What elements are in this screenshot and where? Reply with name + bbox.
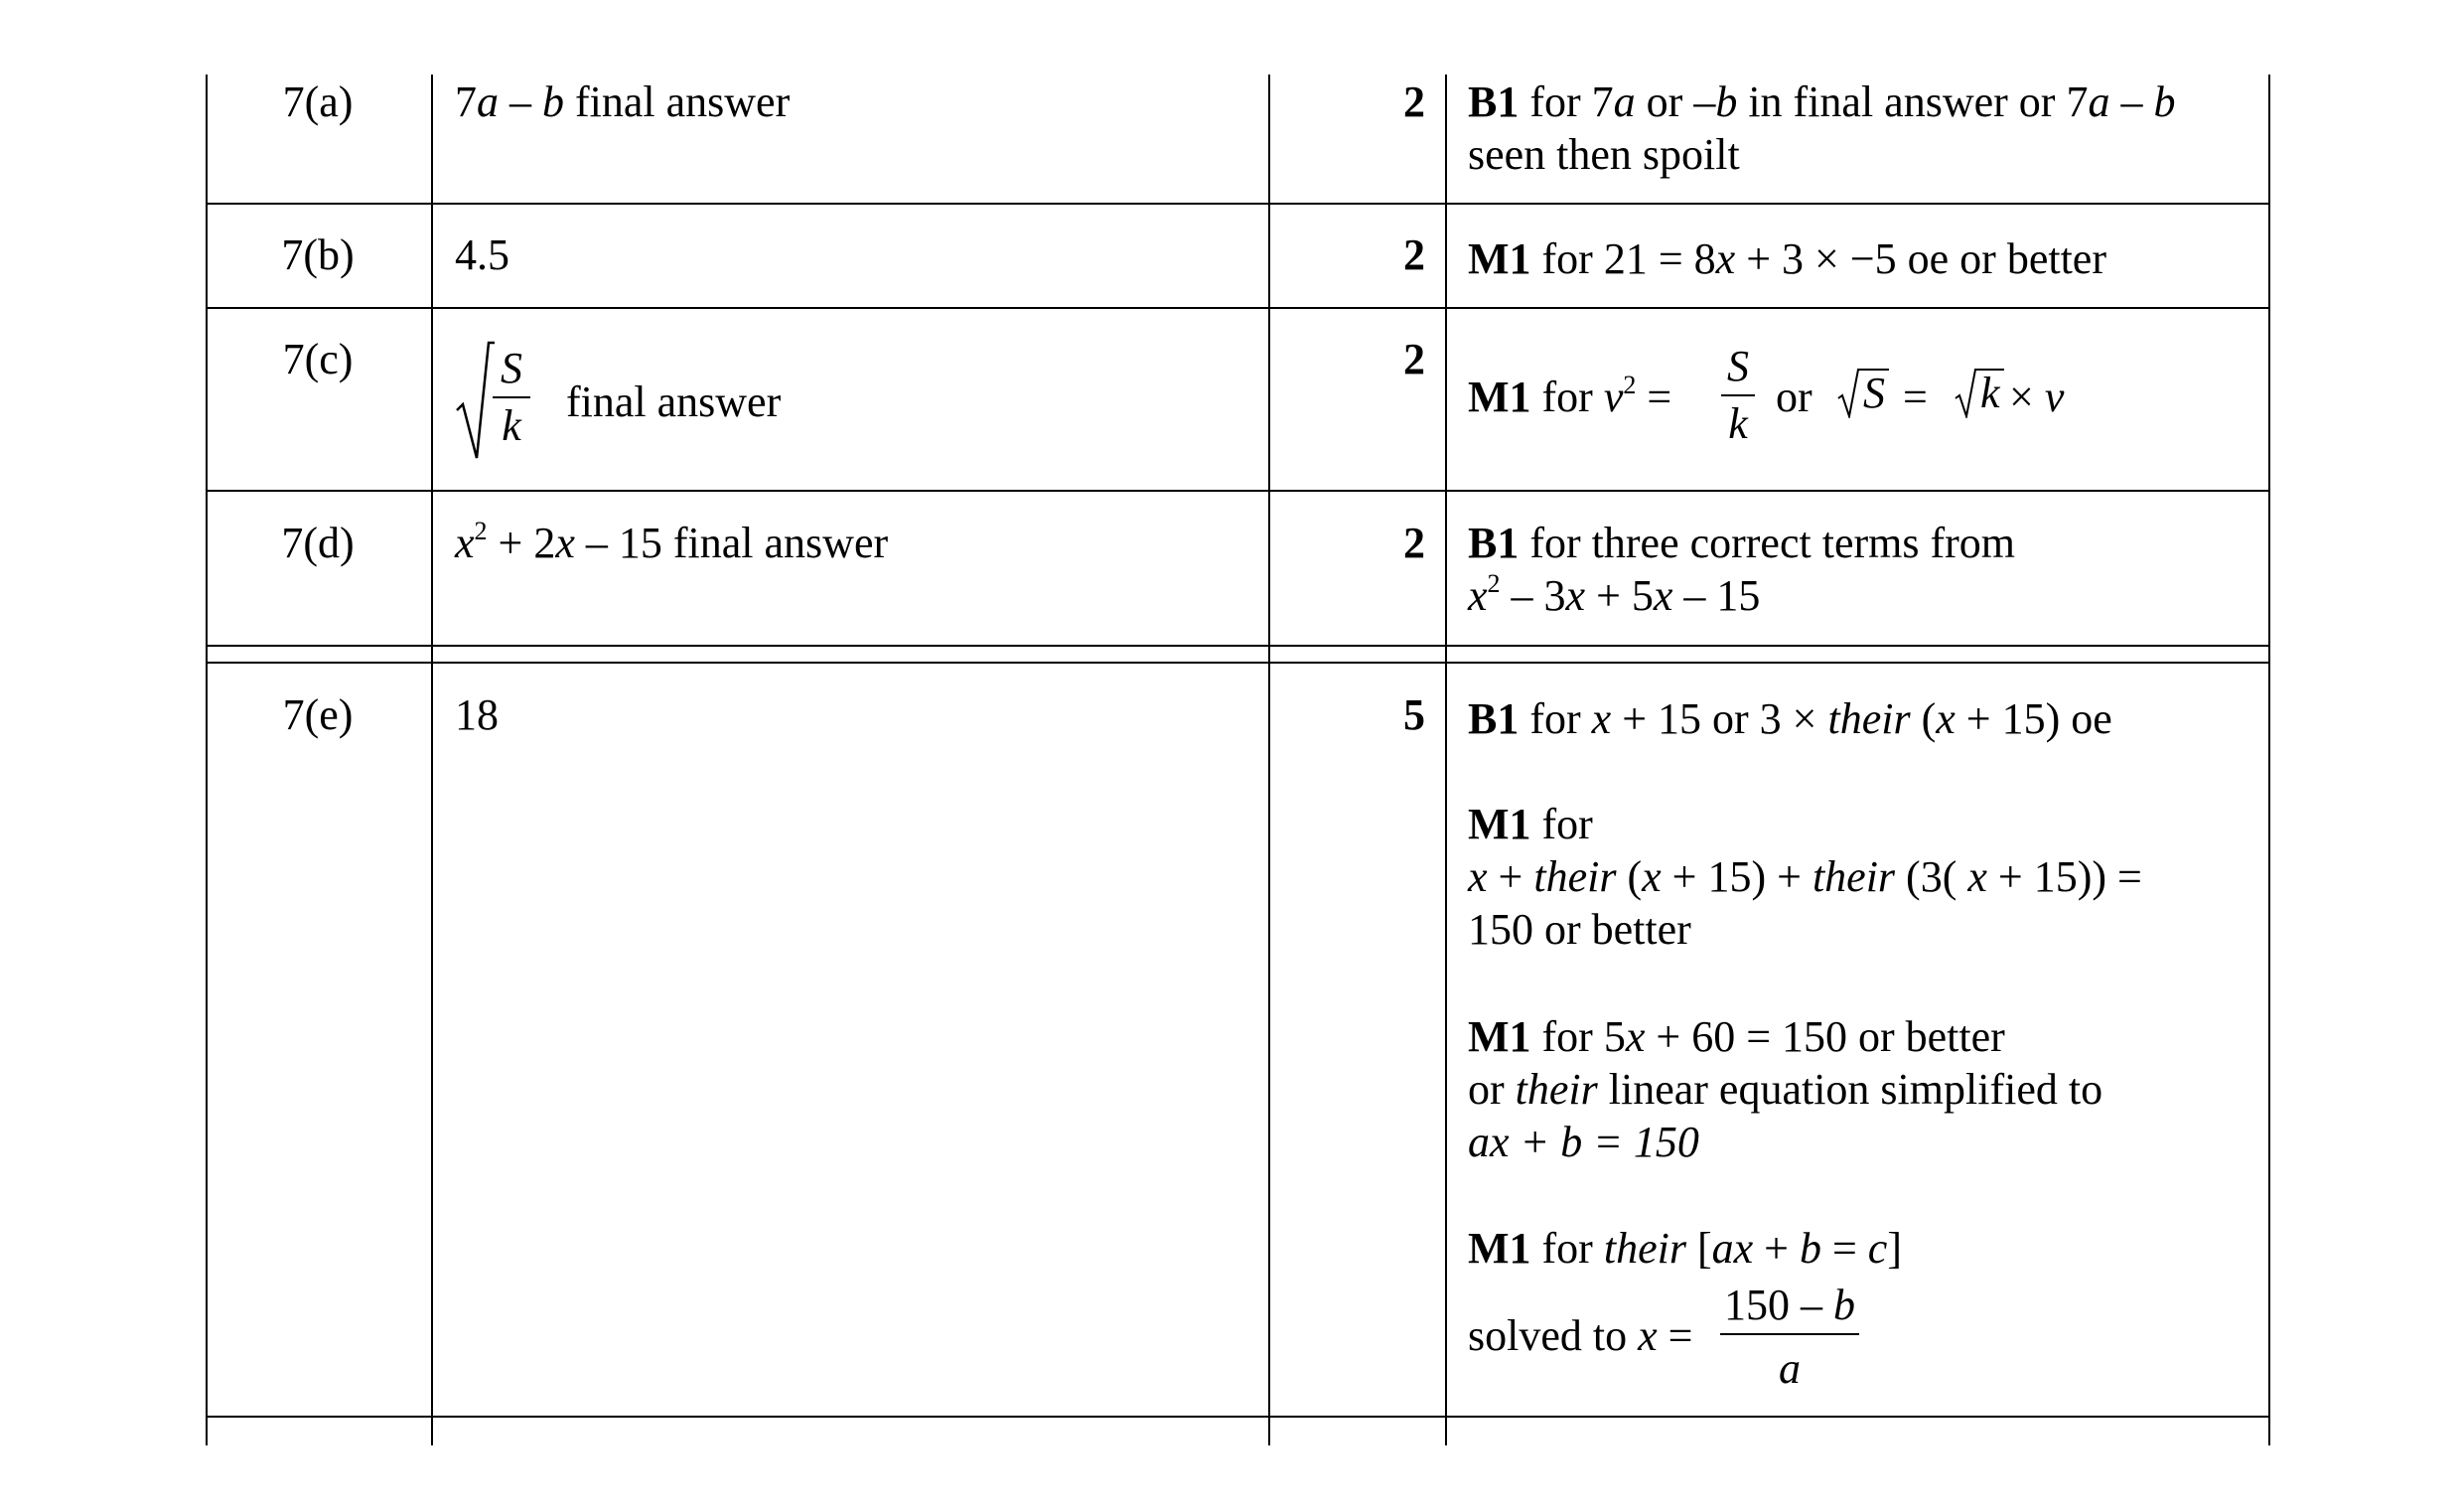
column-divider-answer	[431, 75, 433, 1445]
marks-cell: 2	[1403, 519, 1425, 567]
row-divider	[206, 1416, 2270, 1418]
final-answer-text: final answer	[566, 378, 782, 426]
question-number: 7(d)	[281, 519, 355, 567]
square-root-sign	[455, 341, 495, 464]
question-number: 7(a)	[282, 77, 354, 126]
answer-cell: $x^2 + 2x - 15$ final answer	[455, 517, 889, 567]
guidance-cell: M1 for 21 = 8x + 3 × −5 oe or better	[1468, 234, 2106, 283]
answer-cell: 7a – b final answer	[455, 77, 791, 126]
marks-cell: 2	[1403, 335, 1425, 383]
fraction-numerator: S	[493, 345, 530, 398]
guidance-m1-first: M1 for x + their (x + 15) + their (3( x + 15)) = 150 or better	[1468, 800, 2142, 954]
column-divider-marks	[1268, 75, 1270, 1445]
row-divider-double	[206, 662, 2270, 664]
marks-cell: 2	[1403, 230, 1425, 279]
guidance-cell: B1 for three correct terms from $x^2 - 3x + 5x - 15$	[1468, 519, 2015, 620]
guidance-cell: B1 for 7a or –b in final answer or 7a – b seen then spoilt	[1468, 77, 2176, 179]
marks-cell: 5	[1403, 690, 1425, 739]
row-divider	[206, 203, 2270, 205]
question-number: 7(b)	[281, 230, 355, 279]
guidance-fraction: $\frac{S}{k}$	[1721, 343, 1755, 446]
answer-cell: 18	[455, 690, 499, 739]
guidance-solved-line: solved to x = $\frac{150 - b}{a}$	[1468, 1282, 1964, 1401]
guidance-m1-second: M1 for 5x + 60 = 150 or better or their linear equation simplified to ax + b = 150	[1468, 1012, 2103, 1166]
fraction-denominator: k	[502, 401, 521, 450]
column-divider-guidance	[1445, 75, 1447, 1445]
row-divider	[206, 490, 2270, 492]
row-divider	[206, 645, 2270, 647]
answer-fraction	[493, 345, 530, 448]
guidance-b1: B1 for x + 15 or 3 × their (x + 15) oe	[1468, 694, 2112, 743]
solution-fraction: $\frac{150 - b}{a}$	[1720, 1282, 1859, 1391]
guidance-cell: M1 for $v^2$ = $\frac{S}{k}$ or S = k × v	[1468, 342, 2065, 448]
row-divider	[206, 307, 2270, 309]
answer-cell: 4.5	[455, 230, 509, 279]
question-number: 7(e)	[282, 690, 354, 739]
question-number: 7(c)	[282, 335, 354, 383]
table-border-right	[2268, 75, 2270, 1445]
guidance-m1-third: M1 for their [ax + b = c]	[1468, 1224, 1902, 1273]
marks-cell: 2	[1403, 77, 1425, 126]
